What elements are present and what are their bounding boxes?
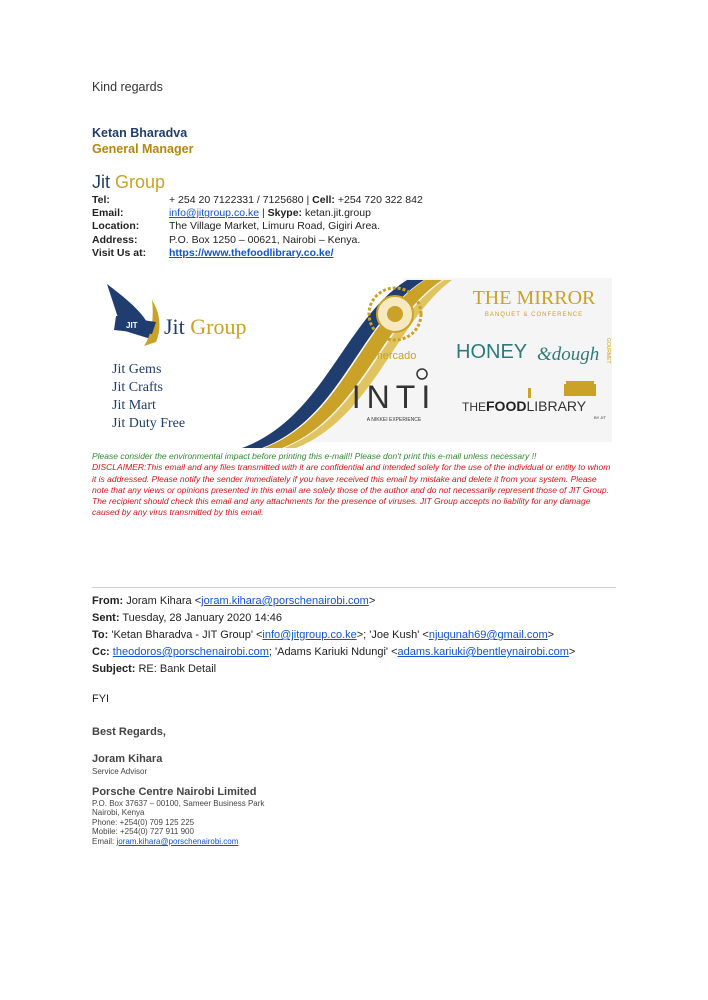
email-header bbox=[92, 593, 575, 678]
signature-title: General Manager bbox=[92, 142, 194, 156]
sender-company: Porsche Centre Nairobi Limited bbox=[92, 786, 257, 798]
sent-row: Sent: Tuesday, 28 January 2020 14:46 bbox=[92, 612, 282, 624]
location-row bbox=[92, 220, 423, 233]
kind-regards-text: Kind regards bbox=[92, 80, 163, 94]
inti-subtext: A NIKKEI EXPERIENCE bbox=[366, 417, 422, 423]
separator-line bbox=[92, 587, 616, 588]
location-value: The Village Market, Limuru Road, Gigiri Area. bbox=[169, 220, 381, 233]
sender-address-block bbox=[92, 799, 264, 846]
brand-jit-gems: Jit Gems bbox=[112, 362, 162, 377]
disclaimer-text: DISCLAIMER:This email and any files transmitted with it are confidential and intended solely for the use of the individual or entity to whom it is addressed. Please notify the sender immediately if you have received this email by mistake and delete it from your system. Please note that any views or opinions presented in this email are solely those of the author and do not necessarily represent those of JIT Group. The recipient should check this email and any attachments for the presence of viruses. JIT Group accepts no liability for any damage caused by any virus transmitted by this email. bbox=[92, 462, 611, 518]
cell-value: +254 720 322 842 bbox=[337, 194, 423, 206]
sender-email-row: Email: joram.kihara@porschenairobi.com bbox=[92, 836, 239, 846]
cell-label: Cell: bbox=[312, 194, 335, 206]
tel-value: + 254 20 7122331 / 7125680 bbox=[169, 194, 304, 206]
environment-note: Please consider the environmental impact before printing this e-mail!! Please don't print this e-mail unless necessary !! bbox=[92, 451, 537, 461]
to-row: To: 'Ketan Bharadva - JIT Group' <info@jitgroup.co.ke>; 'Joe Kush' <njugunah69@gmail.com> bbox=[92, 629, 555, 641]
closing-text: Best Regards, bbox=[92, 726, 166, 738]
email-label: Email: bbox=[92, 207, 124, 220]
svg-text:THEFOODLIBRARY: THEFOODLIBRARY bbox=[462, 398, 587, 414]
contact-details bbox=[92, 194, 423, 260]
website-link[interactable]: https://www.thefoodlibrary.co.ke/ bbox=[169, 246, 334, 259]
sender-email-link[interactable]: joram.kihara@porschenairobi.com bbox=[116, 836, 239, 846]
honey-text: HONEY bbox=[456, 341, 528, 363]
dough-text: &dough bbox=[537, 344, 600, 365]
sender-address-line-2: Nairobi, Kenya bbox=[92, 808, 145, 818]
brand-jit-crafts: Jit Crafts bbox=[112, 380, 163, 395]
email-row: Email: info@jitgroup.co.ke | Skype: ketan.jit.group bbox=[92, 207, 371, 220]
from-row: From: Joram Kihara <joram.kihara@porschenairobi.com> bbox=[92, 595, 376, 607]
sender-mobile: Mobile: +254(0) 727 911 900 bbox=[92, 827, 194, 837]
visit-label: Visit Us at: bbox=[92, 246, 147, 259]
email-link[interactable]: info@jitgroup.co.ke bbox=[169, 207, 260, 220]
location-label: Location: bbox=[92, 220, 140, 233]
banner-jit-group: Jit Group bbox=[164, 314, 247, 339]
company-name-jit: Jit bbox=[92, 172, 110, 192]
visit-row bbox=[92, 247, 423, 260]
gourmet-text: GOURMET bbox=[605, 338, 611, 364]
svg-text:BY JIT: BY JIT bbox=[594, 415, 606, 420]
cc-row: Cc: theodoros@porschenairobi.com; 'Adams Kariuki Ndungi' <adams.kariuki@bentleynairobi.com> bbox=[92, 646, 576, 658]
sender-address-line-1: P.O. Box 37637 – 00100, Sameer Business Park bbox=[92, 799, 265, 808]
address-label: Address: bbox=[92, 233, 138, 246]
mirror-subtext: BANQUET & CONFERENCE bbox=[484, 312, 584, 318]
mercado-text: mercado bbox=[373, 350, 417, 362]
sender-role: Service Advisor bbox=[92, 767, 148, 776]
address-value: P.O. Box 1250 – 00621, Nairobi – Kenya. bbox=[169, 233, 361, 246]
address-row bbox=[92, 234, 423, 247]
inti-text: INTI bbox=[351, 379, 437, 415]
skype-label: Skype: bbox=[267, 207, 303, 220]
brand-jit-mart: Jit Mart bbox=[112, 398, 156, 413]
company-name-group: Group bbox=[110, 172, 166, 192]
skype-value: ketan.jit.group bbox=[304, 207, 371, 220]
signature-name: Ketan Bharadva bbox=[92, 126, 188, 140]
from-email-link[interactable]: joram.kihara@porschenairobi.com bbox=[201, 595, 369, 607]
to-email-link-1[interactable]: info@jitgroup.co.ke bbox=[262, 629, 357, 641]
to-email-link-2[interactable]: njugunah69@gmail.com bbox=[428, 629, 548, 641]
cc-email-link-2[interactable]: adams.kariuki@bentleynairobi.com bbox=[397, 646, 569, 658]
sender-name: Joram Kihara bbox=[92, 753, 163, 765]
mirror-logo-text: THE MIRROR bbox=[472, 287, 596, 309]
tel-row: Tel: + 254 20 7122331 / 7125680 | Cell: +254 720 322 842 bbox=[92, 194, 423, 206]
subject-row: Subject: RE: Bank Detail bbox=[92, 663, 217, 675]
jit-group-banner bbox=[92, 278, 612, 448]
company-name bbox=[92, 172, 165, 193]
email-body: FYI bbox=[92, 693, 110, 705]
jit-badge-text: JIT bbox=[126, 321, 138, 330]
email-disclaimer bbox=[92, 451, 612, 519]
sender-phone: Phone: +254(0) 709 125 225 bbox=[92, 817, 195, 827]
cc-email-link-1[interactable]: theodoros@porschenairobi.com bbox=[112, 646, 269, 658]
tel-label: Tel: bbox=[92, 194, 110, 206]
brand-jit-duty-free: Jit Duty Free bbox=[112, 416, 186, 431]
